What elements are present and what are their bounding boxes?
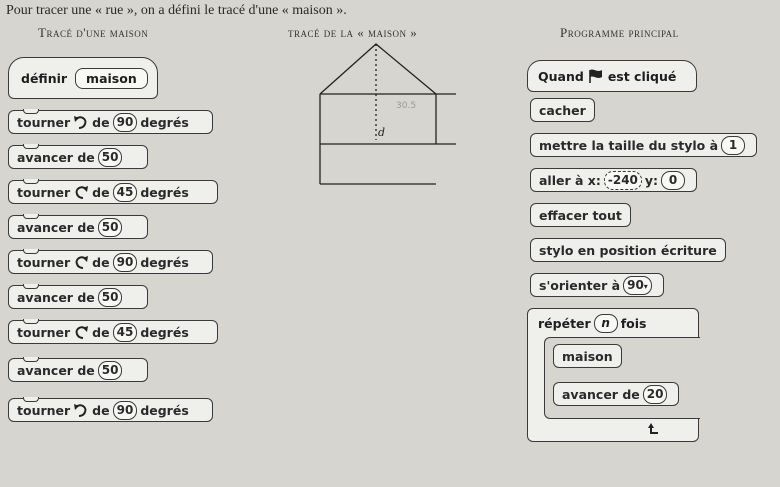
goto-xy-block[interactable] (530, 168, 697, 192)
move-block[interactable] (8, 215, 148, 239)
move-block[interactable] (8, 358, 148, 382)
pen-size-block[interactable] (530, 133, 757, 157)
goto-y-value[interactable]: 0 (661, 171, 685, 190)
block-notch (23, 284, 39, 289)
block-value[interactable]: 90 (113, 113, 138, 132)
block-label-a: tourner (17, 254, 71, 270)
block-value[interactable]: 50 (98, 288, 123, 307)
block-label-a: avancer de (17, 289, 95, 305)
block-notch (23, 144, 39, 149)
rotate-right-icon (73, 115, 89, 129)
block-label-a: avancer de (17, 149, 95, 165)
inner-move-block[interactable] (553, 382, 679, 406)
block-label-b: de (92, 402, 110, 418)
house-roof (320, 44, 436, 94)
orient-block[interactable] (530, 273, 664, 297)
clear-label: effacer tout (539, 207, 622, 223)
turn-block[interactable] (8, 250, 213, 274)
turn-block[interactable] (8, 110, 213, 134)
block-label-a: avancer de (17, 219, 95, 235)
block-label-c: degrés (140, 324, 189, 340)
title-middle: tracé de la « maison » (288, 25, 418, 40)
dropdown-arrow-icon: ▾ (643, 281, 648, 291)
block-value[interactable]: 90 (113, 253, 138, 272)
call-maison-label: maison (562, 348, 613, 364)
pen-down-label: stylo en position écriture (539, 242, 717, 258)
block-label-a: tourner (17, 114, 71, 130)
house-label-d: d (378, 126, 386, 139)
orient-value-text: 90 (627, 277, 644, 292)
hide-block[interactable] (530, 98, 595, 122)
block-label-c: degrés (140, 184, 189, 200)
loop-arrow-icon (646, 421, 662, 437)
define-block[interactable] (8, 57, 158, 99)
turn-block[interactable] (8, 398, 213, 422)
block-label-a: tourner (17, 184, 71, 200)
rotate-left-icon (73, 325, 89, 339)
block-value[interactable]: 45 (113, 323, 138, 342)
inner-move-label: avancer de (562, 386, 640, 402)
block-label-a: tourner (17, 402, 71, 418)
goto-label-x: aller à x: (539, 172, 601, 188)
title-right: Programme principal (560, 25, 679, 40)
hat-text-b: est cliqué (607, 68, 677, 84)
orient-value[interactable] (623, 276, 652, 295)
repeat-suffix: fois (620, 316, 647, 331)
block-notch (23, 249, 39, 254)
move-block[interactable] (8, 145, 148, 169)
block-label-b: de (92, 114, 110, 130)
block-value[interactable]: 90 (113, 401, 138, 420)
rotate-left-icon (73, 185, 89, 199)
block-value[interactable]: 50 (98, 218, 123, 237)
house-label-30: 30.5 (396, 101, 417, 111)
block-label-b: de (92, 324, 110, 340)
orient-label: s'orienter à (539, 277, 621, 293)
turn-block[interactable] (8, 320, 218, 344)
hide-label: cacher (539, 102, 586, 118)
green-flag-icon (588, 69, 604, 83)
block-notch (23, 397, 39, 402)
inner-move-value[interactable]: 20 (643, 385, 668, 404)
block-label-a: avancer de (17, 362, 95, 378)
block-notch (23, 179, 39, 184)
repeat-head (538, 314, 646, 333)
house-diagram (318, 40, 458, 190)
move-block[interactable] (8, 285, 148, 309)
call-maison-block[interactable] (553, 344, 622, 368)
block-notch (23, 109, 39, 114)
title-left: Tracé d'une maison (38, 25, 149, 40)
block-label-c: degrés (140, 254, 189, 270)
clear-block[interactable] (530, 203, 631, 227)
repeat-block[interactable] (527, 308, 699, 442)
define-keyword: définir (21, 70, 68, 86)
repeat-value[interactable]: n (594, 314, 618, 333)
pen-size-label: mettre la taille du stylo à (539, 137, 719, 153)
goto-x-value[interactable]: -240 (604, 171, 642, 190)
define-name: maison (75, 68, 148, 89)
block-notch (23, 319, 39, 324)
block-value[interactable]: 50 (98, 148, 123, 167)
goto-label-y: y: (644, 172, 659, 188)
block-label-c: degrés (140, 114, 189, 130)
repeat-label: répéter (538, 316, 591, 331)
block-label-c: degrés (140, 402, 189, 418)
block-value[interactable]: 50 (98, 361, 123, 380)
hat-text-a: Quand (538, 68, 584, 84)
block-notch (23, 357, 39, 362)
block-label-a: tourner (17, 324, 71, 340)
pen-size-value[interactable]: 1 (721, 136, 745, 155)
block-value[interactable]: 45 (113, 183, 138, 202)
pen-down-block[interactable] (530, 238, 726, 262)
block-notch (23, 214, 39, 219)
rotate-right-icon (73, 403, 89, 417)
rotate-left-icon (73, 255, 89, 269)
intro-text: Pour tracer une « rue », on a défini le tracé d'une « maison ». (6, 3, 347, 18)
when-flag-clicked-block[interactable] (527, 60, 697, 92)
block-label-b: de (92, 184, 110, 200)
turn-block[interactable] (8, 180, 218, 204)
block-label-b: de (92, 254, 110, 270)
